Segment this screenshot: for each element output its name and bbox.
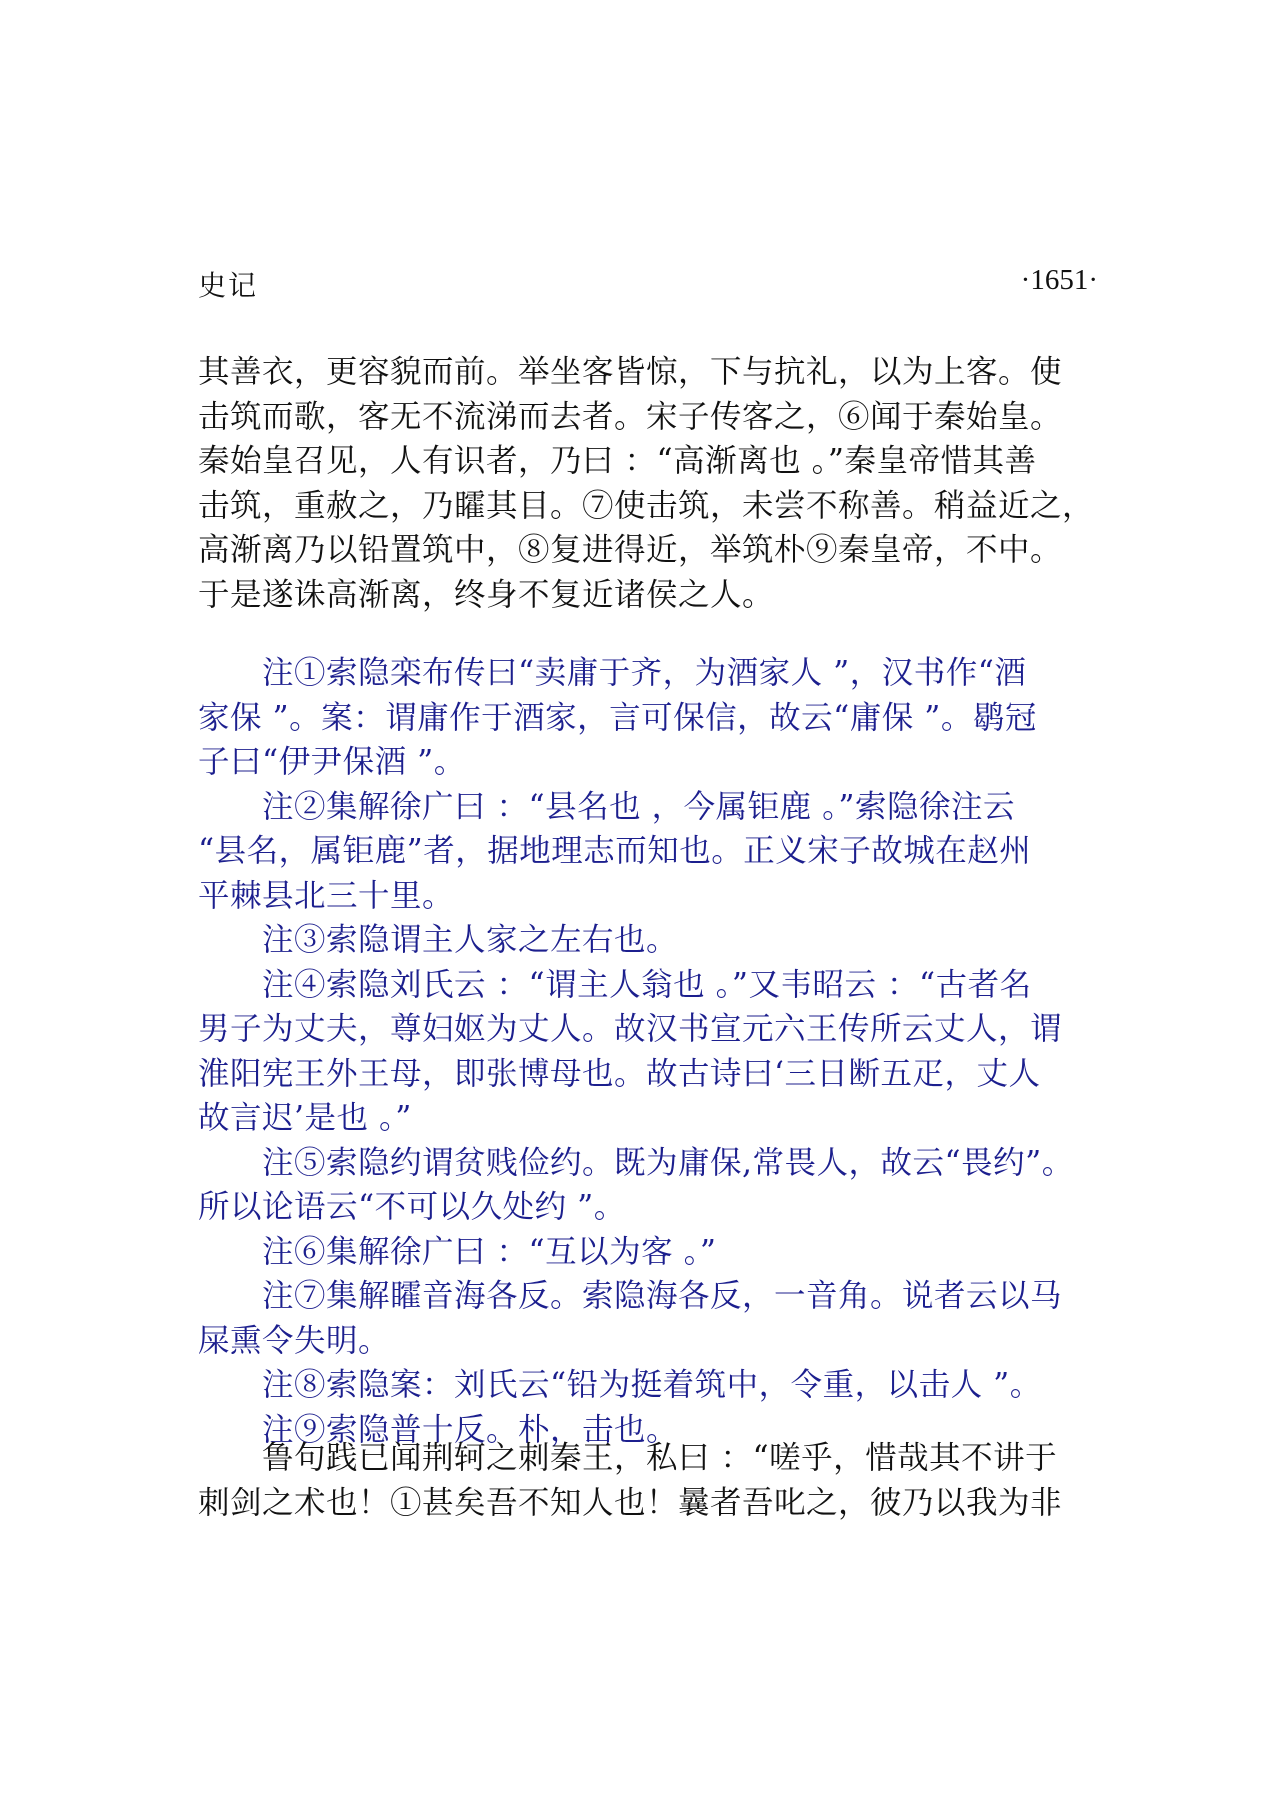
note-line: 淮阳宪王外王母，即张博母也。故古诗曰‘三日断五疋，丈人 (198, 1055, 1041, 1092)
text-line: 击筑而歌，客无不流涕而去者。宋子传客之，⑥闻于秦始皇。 (198, 398, 1063, 435)
note-line: 平棘县北三十里。 (198, 877, 455, 914)
text-line: 于是遂诛高渐离，终身不复近诸侯之人。 (198, 576, 775, 613)
text-line: 击筑，重赦之，乃矐其目。⑦使击筑，未尝不称善。稍益近之， (198, 487, 1095, 524)
note-line: 注①索隐栾布传曰“卖庸于齐，为酒家人 ”，汉书作“酒 (198, 655, 1027, 691)
note-line: 注⑤索隐约谓贫贱俭约。既为庸保,常畏人，故云“畏约”。 (198, 1144, 1074, 1181)
note-line: 注③索隐谓主人家之左右也。 (198, 922, 679, 958)
note-line: 屎熏令失明。 (198, 1322, 391, 1359)
note-line: 子曰“伊尹保酒 ”。 (198, 744, 466, 780)
note-line: 所以论语云“不可以久处约 ”。 (198, 1189, 626, 1225)
note-line: 注⑦集解矐音海各反。索隐海各反，一音角。说者云以马 (198, 1278, 1063, 1314)
document-page (198, 0, 1098, 1795)
continuation-text (198, 1436, 1098, 1525)
text-line: 鲁句践已闻荆轲之刺秦王，私曰 ：“嗟乎，惜哉其不讲于 (198, 1440, 1058, 1476)
book-title: 史记 (198, 269, 259, 302)
text-line: 其善衣，更容貌而前。举坐客皆惊，下与抗礼，以为上客。使 (198, 354, 1063, 390)
running-header (198, 264, 1098, 304)
note-line: 注⑥集解徐广曰 ：“互以为客 。” (198, 1233, 717, 1270)
page-number: ·1651· (1020, 264, 1098, 296)
note-line: 家保 ”。案：谓庸作于酒家，言可保信，故云“庸保 ”。鹖冠 (198, 699, 1037, 736)
note-line: 注④索隐刘氏云 ：“谓主人翁也 。”又韦昭云 ：“古者名 (198, 966, 1032, 1003)
note-line: 注②集解徐广曰 ：“县名也 ，今属钜鹿 。”索隐徐注云 (198, 788, 1015, 825)
main-text (198, 350, 1098, 617)
note-line: 男子为丈夫，尊妇妪为丈人。故汉书宣元六王传所云丈人，谓 (198, 1011, 1063, 1047)
text-line: 刺剑之术也！①甚矣吾不知人也！曩者吾叱之，彼乃以我为非 (198, 1484, 1063, 1521)
annotations (198, 651, 1098, 1452)
text-line: 高渐离乃以铅置筑中，⑧复进得近，举筑朴⑨秦皇帝，不中。 (198, 532, 1063, 568)
note-line: “县名，属钜鹿”者，据地理志而知也。正义宋子故城在赵州 (198, 833, 1032, 869)
note-line: 故言迟’是也 。” (198, 1100, 412, 1136)
note-line: 注⑨索隐普十反。朴，击也。 (198, 1411, 679, 1448)
text-line: 秦始皇召见，人有识者，乃曰 ：“高渐离也 。”秦皇帝惜其善 (198, 443, 1037, 479)
note-line: 注⑧索隐案：刘氏云“铅为挺着筑中，令重，以击人 ”。 (198, 1367, 1042, 1403)
